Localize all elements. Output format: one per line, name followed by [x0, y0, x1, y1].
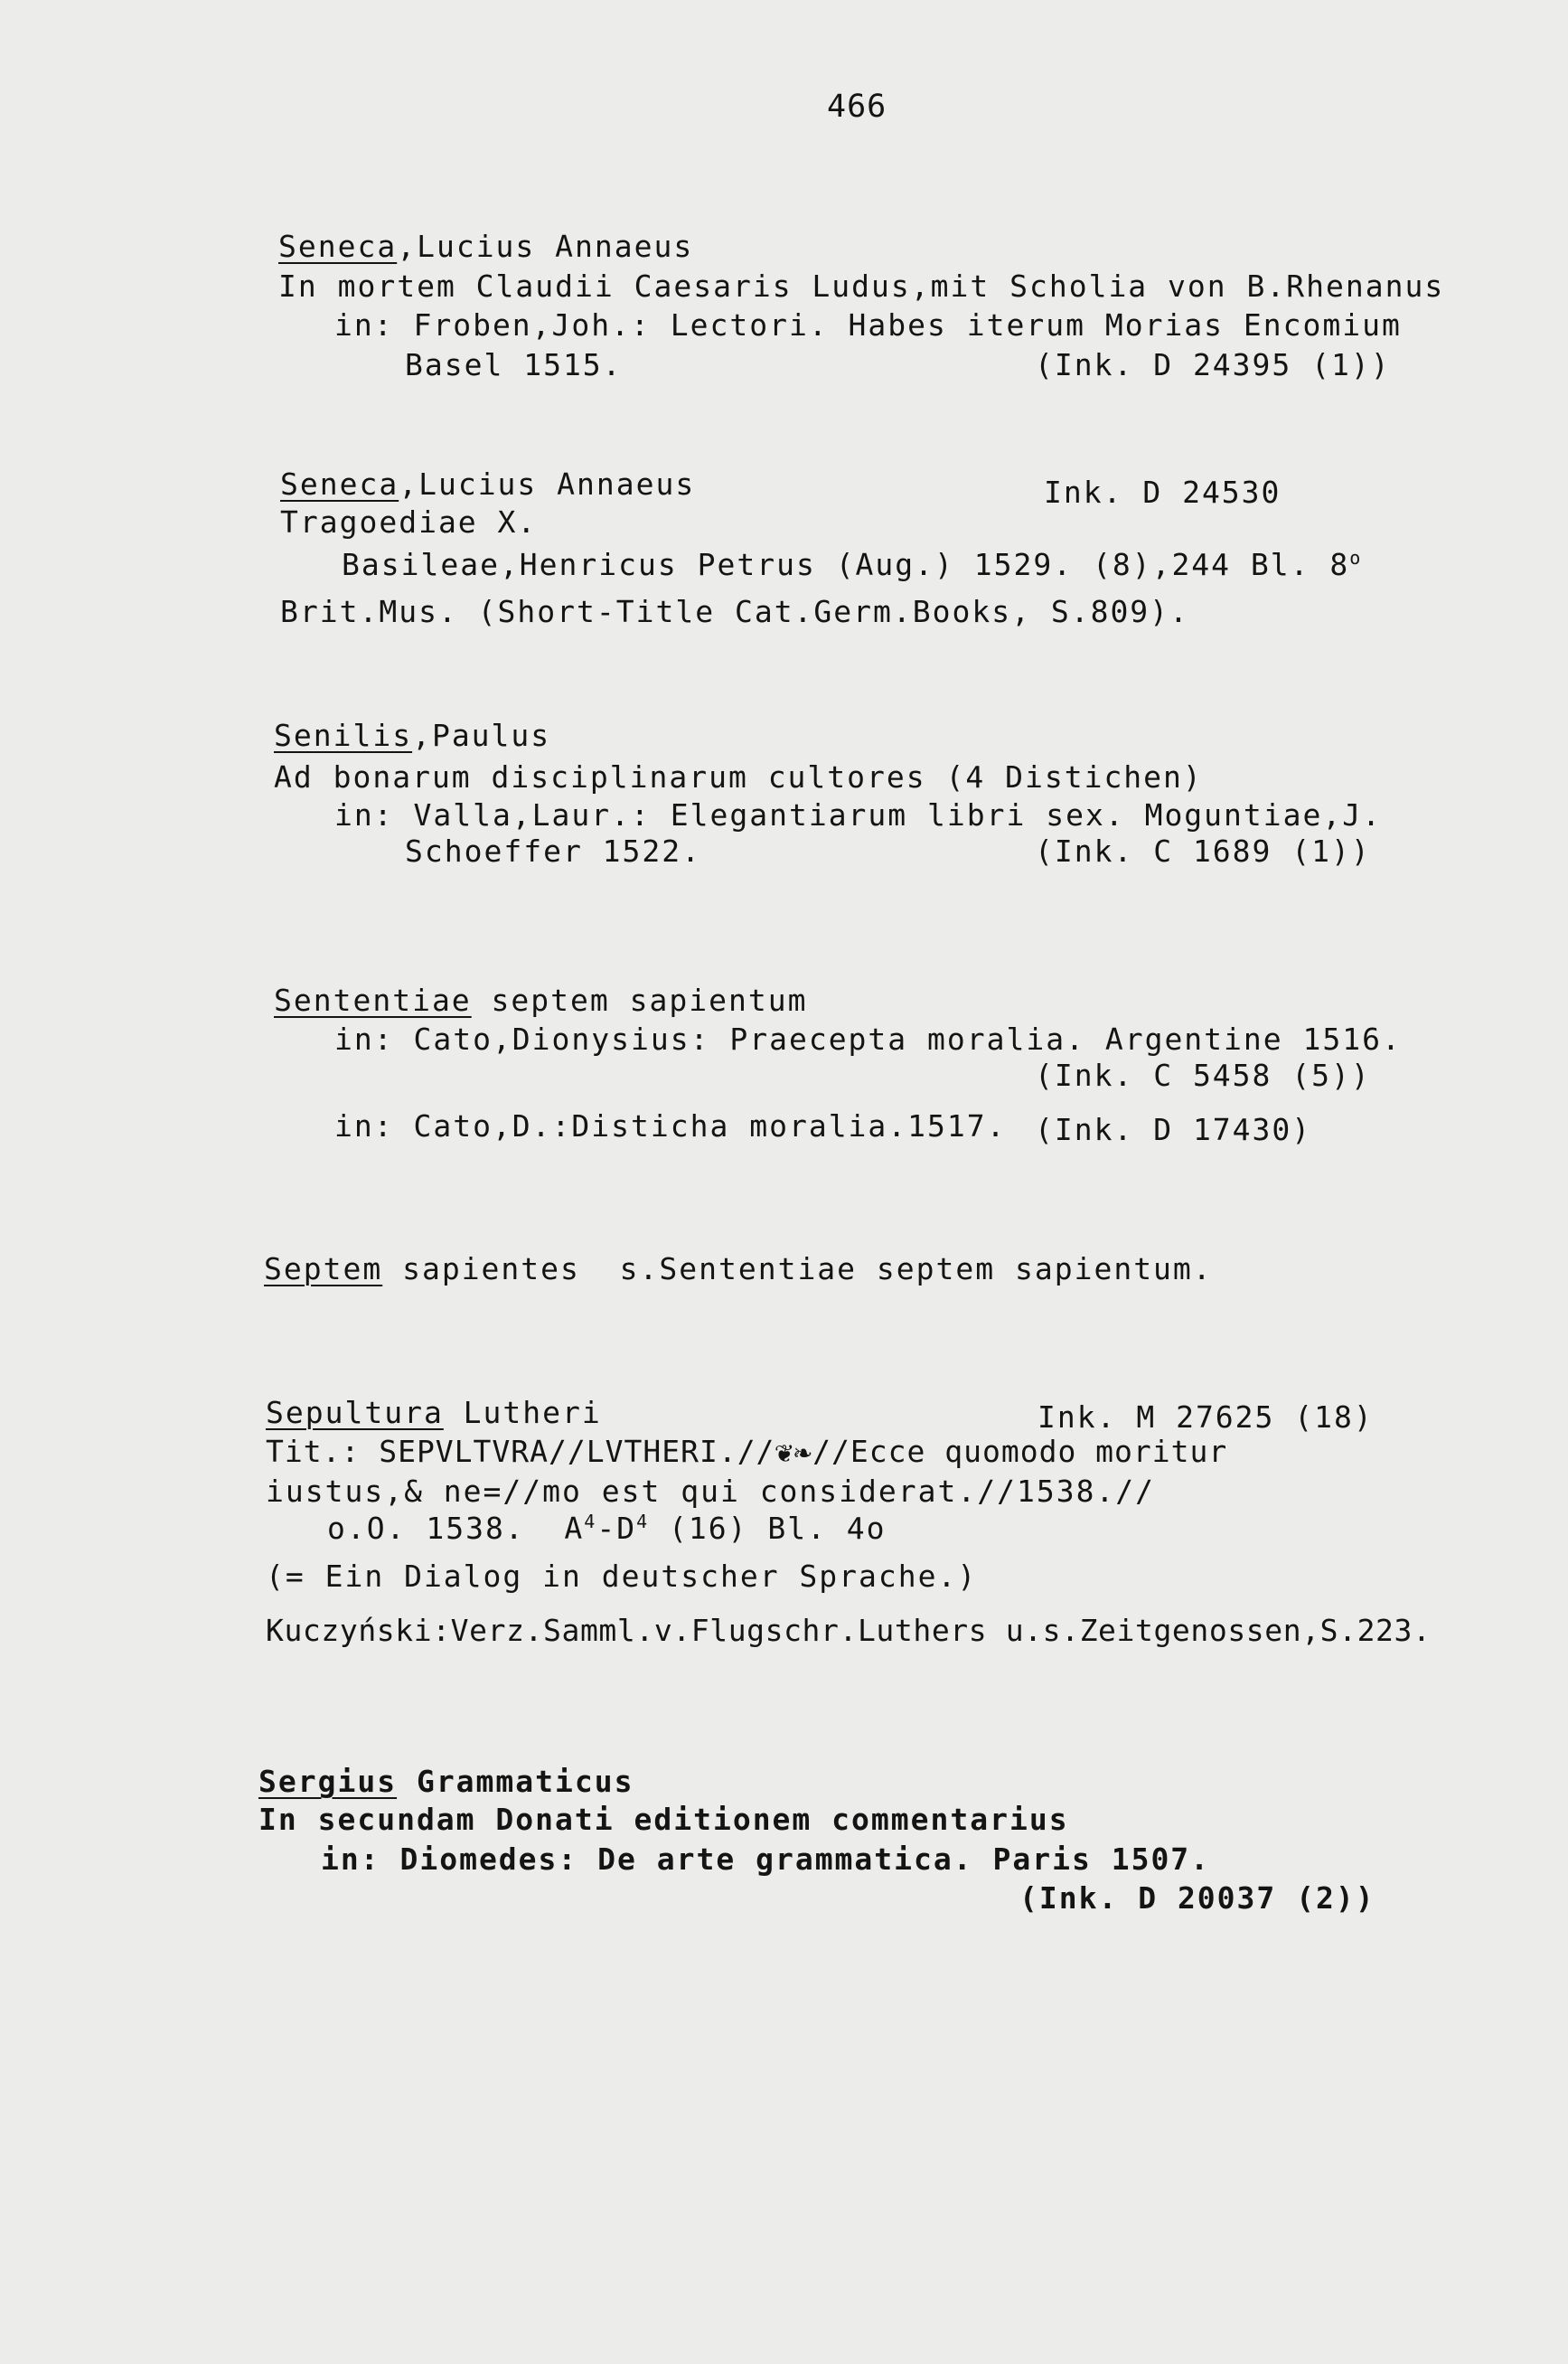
entry-head-word: Septem: [264, 1251, 383, 1286]
entry-head-rest: Grammaticus: [397, 1764, 634, 1799]
entry-heading: [278, 229, 693, 265]
entry-heading: [258, 1764, 634, 1800]
entry-line: (= Ein Dialog in deutscher Sprache.): [266, 1559, 978, 1594]
entry-line: in: Froben,Joh.: Lectori. Habes iterum Morias Encomium: [334, 307, 1402, 343]
entry-heading: [264, 1251, 1213, 1287]
entry-heading: [274, 718, 550, 754]
entry-head-rest: sapientes s.Sententiae septem sapientum.: [382, 1251, 1213, 1286]
entry-reference: (Ink. D 20037 (2)): [1019, 1880, 1376, 1916]
entry-line: Tragoediae X.: [280, 504, 538, 540]
entry-reference: (Ink. D 17430): [1035, 1112, 1312, 1147]
entry-line: Kuczyński:Verz.Samml.v.Flugschr.Luthers u.s.Zeitgenossen,S.223.: [266, 1613, 1432, 1648]
entry-line: Basileae,Henricus Petrus (Aug.) 1529. (8),244 Bl. 8$^o$: [342, 547, 1363, 582]
entry-line: in: Valla,Laur.: Elegantiarum libri sex. Moguntiae,J.: [334, 797, 1382, 833]
entry-line: in: Cato,D.:Disticha moralia.1517.: [334, 1108, 1007, 1144]
entry-head-word: Sententiae: [274, 983, 472, 1018]
entry-head-word: Seneca: [278, 229, 398, 264]
entry-line: in: Cato,Dionysius: Praecepta moralia. Argentine 1516.: [334, 1022, 1402, 1057]
entry-heading: [266, 1395, 602, 1431]
entry-heading: [280, 466, 695, 503]
entry-line: o.O. 1538. $A^4-D^4$ (16) Bl. 4o: [327, 1511, 887, 1546]
entry-head-word: Seneca: [280, 466, 399, 502]
entry-head-rest: ,Paulus: [412, 718, 551, 753]
entry-head-word: Sergius: [258, 1764, 398, 1799]
entry-line: Schoeffer 1522.: [405, 834, 702, 869]
entry-line: iustus,& ne=//mo est qui considerat.//1538.//: [266, 1474, 1156, 1509]
entry-head-word: Senilis: [274, 718, 413, 753]
entry-reference: Ink. D 24530: [1044, 475, 1282, 510]
page-number: 466: [827, 89, 887, 125]
entry-line: Brit.Mus. (Short-Title Cat.Germ.Books, S.809).: [280, 594, 1189, 629]
entry-reference: (Ink. D 24395 (1)): [1035, 347, 1391, 382]
entry-head-rest: ,Lucius Annaeus: [397, 229, 694, 264]
entry-line: in: Diomedes: De arte grammatica. Paris 1507.: [321, 1841, 1211, 1877]
entry-head-rest: septem sapientum: [471, 983, 808, 1018]
entry-reference: (Ink. C 5458 (5)): [1035, 1058, 1371, 1093]
entry-reference: (Ink. C 1689 (1)): [1035, 834, 1371, 869]
entry-line: In secundam Donati editionem commentarius: [258, 1802, 1069, 1837]
entry-line: Tit.: SEPVLTVRA//LVTHERI.//❦❧//Ecce quomodo moritur: [266, 1434, 1228, 1469]
entry-line: Ad bonarum disciplinarum cultores (4 Distichen): [274, 759, 1203, 795]
entry-head-word: Sepultura: [266, 1395, 444, 1430]
entry-reference: Ink. M 27625 (18): [1038, 1399, 1374, 1435]
entry-heading: [274, 983, 807, 1019]
entry-head-rest: Lutheri: [443, 1395, 602, 1430]
entry-line: In mortem Claudii Caesaris Ludus,mit Scholia von B.Rhenanus: [278, 268, 1445, 304]
entry-line: Basel 1515.: [405, 347, 623, 382]
entry-head-rest: ,Lucius Annaeus: [399, 466, 696, 502]
